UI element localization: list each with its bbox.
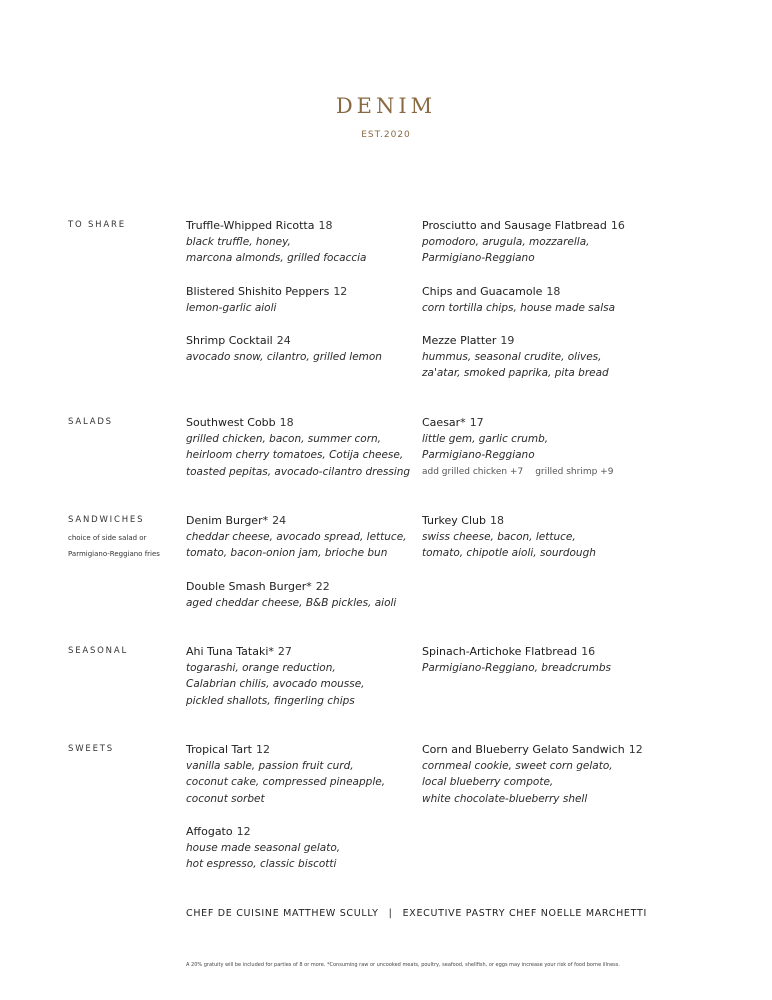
- menu-item-title: [422, 644, 712, 660]
- menu-item-description: grilled chicken, bacon, summer corn,: [186, 433, 382, 445]
- menu-item-description: za'atar, smoked paprika, pita bread: [422, 367, 609, 380]
- menu-item: [186, 284, 416, 316]
- section-label: SANDWICHES: [68, 515, 145, 525]
- menu-item-price: 18: [279, 416, 294, 429]
- section-note: Parmigiano-Reggiano fries: [68, 550, 160, 558]
- menu-item-price: 16: [610, 219, 625, 232]
- menu-item-description: black truffle, honey,: [186, 236, 291, 248]
- menu-item-price: 19: [500, 333, 515, 347]
- brand-title: DENIM: [335, 94, 437, 118]
- menu-item-name: Truffle-Whipped Ricotta: [186, 219, 315, 232]
- menu-column-left: [186, 415, 416, 497]
- menu-item-name: Blistered Shishito Peppers: [186, 284, 330, 298]
- chef-de-cuisine: CHEF DE CUISINE MATTHEW SCULLY: [186, 908, 379, 919]
- section-note: choice of side salad or: [68, 534, 147, 542]
- menu-item-price: 18: [546, 284, 561, 298]
- addon-option: add grilled chicken +7: [422, 466, 524, 477]
- menu-item-description: togarashi, orange reduction,: [186, 662, 336, 674]
- menu-item-title: [422, 415, 712, 431]
- menu-item: [186, 218, 416, 267]
- menu-item-description: toasted pepitas, avocado-cilantro dressing: [186, 465, 411, 478]
- menu-item-name: Ahi Tuna Tataki*: [186, 645, 274, 658]
- menu-item: [422, 415, 712, 480]
- addon-option: grilled shrimp +9: [535, 466, 614, 477]
- menu-column-left: [186, 742, 416, 889]
- menu-item-description: Parmigiano-Reggiano, breadcrumbs: [422, 662, 611, 674]
- section-label: SWEETS: [68, 744, 114, 754]
- menu-item-price: 12: [255, 743, 270, 756]
- menu-item-price: 24: [276, 333, 291, 347]
- menu-item-title: [186, 284, 416, 300]
- menu-item-price: 27: [277, 645, 292, 658]
- footer-disclaimer: A 20% gratuity will be included for parties of 8 or more. *Consuming raw or uncooked meats, poultry, seafood, shellfish, or eggs may increase your risk of food borne illness.: [186, 962, 620, 968]
- menu-item: [422, 644, 712, 676]
- menu-item-description: avocado snow, cilantro, grilled lemon: [186, 350, 382, 363]
- menu-item-description: vanilla sable, passion fruit curd,: [186, 760, 354, 772]
- menu-item-description: Calabrian chilis, avocado mousse,: [186, 678, 365, 691]
- menu-item-price: 16: [581, 645, 596, 658]
- menu-item-title: [186, 644, 416, 660]
- menu-item-description: swiss cheese, bacon, lettuce,: [422, 531, 576, 543]
- section-label: SALADS: [68, 417, 113, 427]
- menu-item-description: house made seasonal gelato,: [186, 841, 341, 854]
- menu-item-description: little gem, garlic crumb,: [422, 433, 549, 445]
- menu-item: [186, 513, 416, 562]
- menu-item-name: Shrimp Cocktail: [186, 333, 273, 347]
- menu-column-left: [186, 218, 416, 382]
- menu-item-addons: [422, 464, 712, 480]
- menu-item-description: tomato, bacon-onion jam, brioche bun: [186, 547, 388, 560]
- menu-item-description: aged cheddar cheese, B&B pickles, aioli: [186, 596, 397, 609]
- menu-item-description: pickled shallots, fingerling chips: [186, 694, 355, 707]
- menu-item-price: 12: [236, 824, 251, 838]
- menu-item-description: Parmigiano-Reggiano: [422, 252, 535, 265]
- menu-item-description: heirloom cherry tomatoes, Cotija cheese,: [186, 449, 404, 462]
- menu-item-name: Chips and Guacamole: [422, 284, 543, 298]
- menu-item-title: [422, 513, 712, 529]
- menu-item: [186, 579, 416, 611]
- chef-separator: |: [388, 908, 393, 919]
- menu-item: [422, 218, 712, 267]
- menu-item: [186, 742, 416, 807]
- menu-item-description: hummus, seasonal crudite, olives,: [422, 350, 602, 363]
- menu-item-description: Parmigiano-Reggiano: [422, 449, 535, 462]
- menu-column-left: [186, 513, 416, 628]
- section-label: TO SHARE: [68, 220, 126, 230]
- executive-pastry-chef: EXECUTIVE PASTRY CHEF NOELLE MARCHETTI: [402, 908, 647, 919]
- brand-established: EST.2020: [361, 130, 411, 140]
- menu-item-price: 12: [628, 743, 643, 756]
- menu-item-name: Corn and Blueberry Gelato Sandwich: [422, 743, 625, 756]
- menu-item: [422, 284, 712, 316]
- menu-item-name: Denim Burger*: [186, 514, 269, 527]
- menu-item-description: tomato, chipotle aioli, sourdough: [422, 547, 596, 560]
- menu-item-price: 22: [315, 579, 330, 593]
- menu-item-title: [186, 333, 416, 349]
- menu-item-name: Spinach-Artichoke Flatbread: [422, 645, 578, 658]
- menu-item: [186, 824, 416, 873]
- menu-column-right: [422, 644, 712, 693]
- menu-item-price: 17: [469, 416, 484, 429]
- menu-item-title: [186, 579, 416, 595]
- menu-item: [422, 333, 712, 382]
- menu-item-description: white chocolate-blueberry shell: [422, 792, 588, 805]
- menu-item-title: [186, 742, 416, 758]
- menu-item-name: Mezze Platter: [422, 333, 497, 347]
- section-label: SEASONAL: [68, 646, 128, 656]
- menu-item: [186, 644, 416, 709]
- menu-item-description: marcona almonds, grilled focaccia: [186, 252, 367, 265]
- menu-item-name: Turkey Club: [422, 514, 486, 527]
- menu-item: [186, 415, 416, 480]
- menu-item-price: 12: [333, 284, 348, 298]
- menu-item-description: lemon-garlic aioli: [186, 301, 277, 314]
- menu-item-description: hot espresso, classic biscotti: [186, 858, 337, 871]
- menu-item-title: [186, 218, 416, 234]
- menu-item-price: 24: [272, 514, 287, 527]
- menu-item-description: coconut sorbet: [186, 792, 265, 805]
- menu-column-right: [422, 415, 712, 497]
- menu-item-name: Southwest Cobb: [186, 416, 276, 429]
- menu-item-name: Double Smash Burger*: [186, 579, 312, 593]
- menu-item: [186, 333, 416, 365]
- menu-column-right: [422, 513, 712, 579]
- menu-item: [422, 742, 712, 807]
- menu-item-name: Caesar*: [422, 416, 466, 429]
- menu-item-description: pomodoro, arugula, mozzarella,: [422, 236, 590, 248]
- menu-item-title: [422, 284, 712, 300]
- menu-item-description: coconut cake, compressed pineapple,: [186, 776, 386, 789]
- menu-item-name: Tropical Tart: [186, 743, 252, 756]
- menu-item-name: Prosciutto and Sausage Flatbread: [422, 219, 607, 232]
- menu-item: [422, 513, 712, 562]
- menu-column-left: [186, 644, 416, 726]
- menu-item-description: cheddar cheese, avocado spread, lettuce,: [186, 531, 407, 543]
- menu-column-right: [422, 742, 712, 824]
- menu-item-title: [186, 415, 416, 431]
- menu-item-price: 18: [318, 219, 333, 232]
- menu-item-description: cornmeal cookie, sweet corn gelato,: [422, 760, 613, 772]
- menu-item-description: corn tortilla chips, house made salsa: [422, 301, 616, 314]
- menu-item-price: 18: [490, 514, 504, 527]
- menu-column-right: [422, 218, 712, 398]
- menu-item-title: [422, 742, 712, 758]
- menu-item-description: local blueberry compote,: [422, 776, 554, 789]
- menu-item-title: [186, 824, 416, 840]
- menu-item-title: [422, 333, 712, 349]
- menu-item-name: Affogato: [186, 824, 233, 838]
- menu-item-title: [186, 513, 416, 529]
- menu-item-title: [422, 218, 712, 234]
- chef-credits: [186, 908, 686, 919]
